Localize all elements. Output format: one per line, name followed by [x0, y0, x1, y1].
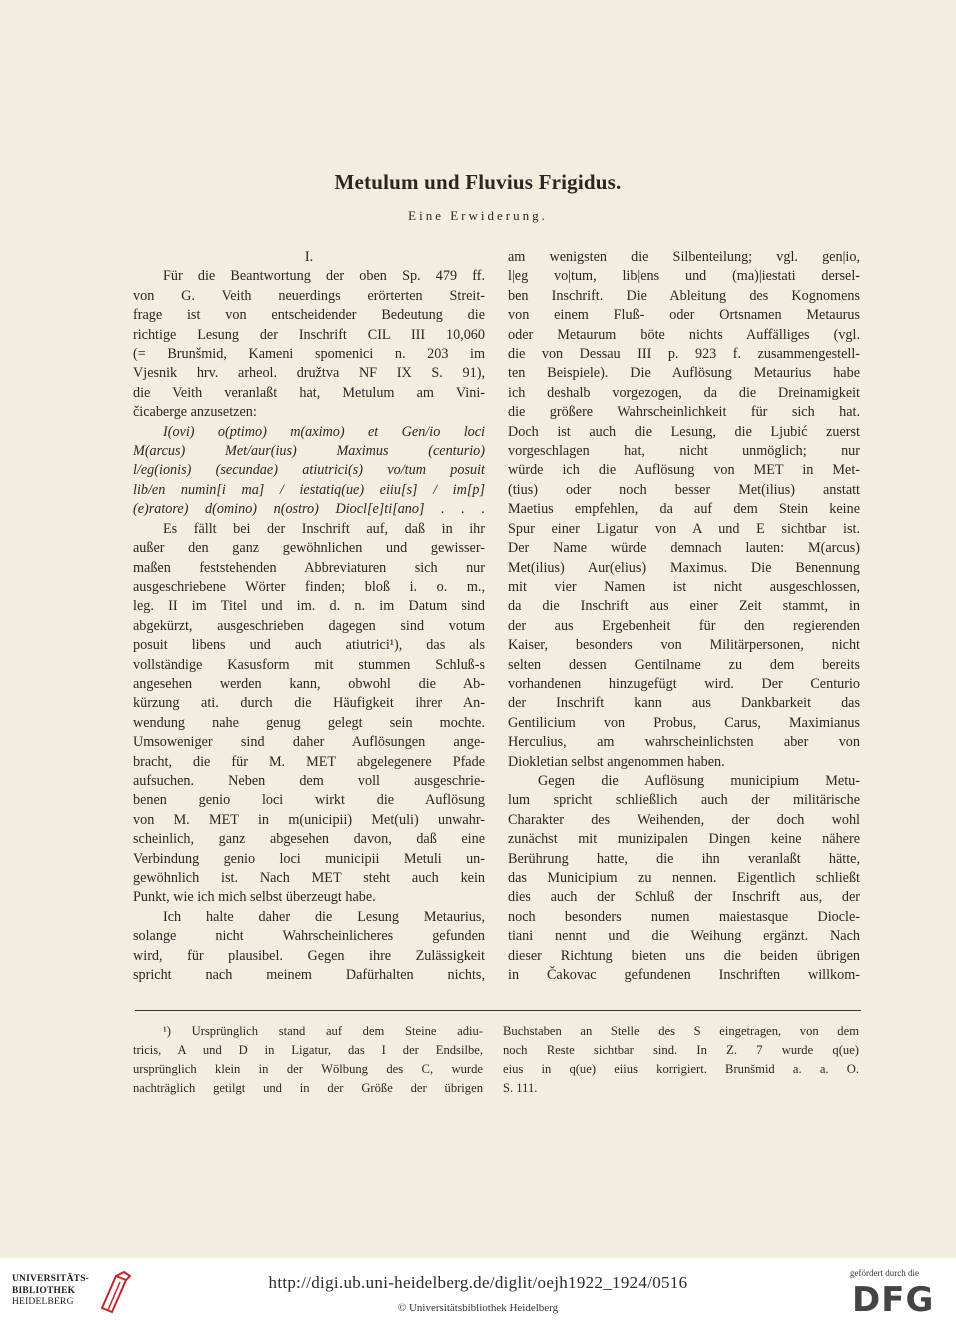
text-line: oder Metaurum böte nichts Auffälliges (vgl.	[508, 326, 860, 343]
text-line: tiani nennt und die Weihung ergänzt. Nach	[508, 928, 860, 945]
text-line: angesehen werden kann, obwohl die Ab-	[133, 675, 485, 692]
text-line: Gentilicium von Probus, Carus, Maximianus	[508, 714, 860, 731]
right-column	[508, 248, 860, 985]
text-line: I(ovi) o(ptimo) m(aximo) et Gen/io loci	[163, 423, 485, 440]
text-line: außer den ganz gewöhnlichen und gewisser-	[133, 540, 485, 557]
text-line: frage ist von entscheidender Bedeutung die	[133, 307, 485, 324]
text-line: richtige Lesung der Inschrift CIL III 10,060	[133, 326, 485, 343]
text-line: lib/en numin[i ma] / iestatiq(ue) eiiu[s] / im[p]	[133, 481, 485, 498]
text-line: gewöhnlich ist. Nach MET steht auch kein	[133, 870, 485, 886]
text-line: Buchstaben an Stelle des S eingetragen, von dem	[503, 1024, 859, 1038]
text-line: selten dessen Gentilname zu dem bereits	[508, 656, 860, 673]
text-line: die Veith veranlaßt hat, Metulum am Vini-	[133, 384, 485, 401]
text-line: maßen feststehenden Abbreviaturen sich nur	[133, 559, 485, 576]
right-paragraph-1	[508, 248, 860, 772]
section-number: I.	[304, 249, 314, 265]
footnote-rule	[135, 1010, 861, 1011]
text-line: posuit libens und auch atiutrici¹), das als	[133, 637, 485, 654]
text-line: am wenigsten die Silbenteilung; vgl. gen|io,	[508, 249, 860, 265]
text-line: der Inschrift kann aus Dankbarkeit das	[508, 695, 860, 712]
text-line: von einem Fluß- oder Ortsnamen Metaurus	[508, 307, 860, 324]
text-line: Für die Beantwortung der oben Sp. 479 ff.	[163, 268, 485, 285]
text-line: ich deshalb vorgezogen, da die Dreinamigkeit	[508, 384, 860, 401]
text-line: Ich halte daher die Lesung Metaurius,	[163, 908, 485, 925]
text-line: dies auch der Schluß der Inschrift aus, der	[508, 889, 860, 906]
text-line: lum spricht schließlich auch der militärische	[508, 792, 860, 809]
text-line: Spur einer Ligatur von A und E sichtbar ist.	[508, 520, 860, 537]
text-line: vorgeschlagen hat, nicht unmöglich; nur	[508, 443, 860, 460]
text-line: Verbindung genio loci municipii Metuli un-	[133, 850, 485, 867]
footnote-right	[503, 1022, 859, 1098]
text-line: Umsoweniger sind daher Auflösungen ange-	[133, 734, 485, 751]
text-line: mit vier Namen ist nicht ausgeschlossen,	[508, 578, 860, 595]
text-line: Vjesnik hrv. arheol. družtva NF IX S. 91),	[133, 365, 485, 382]
text-line: Maetius empfehlen, da auf dem Stein keine	[508, 501, 860, 518]
text-line: wendung nahe genug gelegt sein mochte.	[133, 714, 485, 731]
text-line: ausgeschriebene Wörter finden; bloß i. o. m.,	[133, 578, 485, 595]
footnote-left	[133, 1022, 483, 1098]
text-line: Punkt, wie ich mich selbst überzeugt habe.	[133, 889, 376, 906]
text-line: tricis, A und D in Ligatur, das I der Endsilbe,	[133, 1043, 483, 1057]
left-column	[133, 248, 485, 985]
left-paragraph-2	[133, 520, 485, 908]
text-line: von G. Veith neuerdings erörterten Streit-	[133, 287, 485, 304]
text-line: ten Beispiele). Die Auflösung Metaurius habe	[508, 365, 860, 382]
text-line: wird, für plausibel. Gegen ihre Zulässigkeit	[133, 947, 485, 964]
funding-caption: gefördert durch die	[850, 1268, 919, 1278]
text-line: l/eg(ionis) (secundae) atiutrici(s) vo/tum posuit	[133, 462, 485, 479]
text-line: eius in q(ue) eiius korrigiert. Brunšmid a. a. O.	[503, 1062, 859, 1076]
text-line: (= Brunšmid, Kameni spomenici n. 203 im	[133, 346, 485, 363]
text-line: Charakter des Weihenden, der doch wohl	[508, 811, 860, 828]
article-title: Metulum und Fluvius Frigidus.	[334, 170, 622, 194]
text-line: aufsuchen. Neben dem voll ausgeschrie-	[133, 772, 485, 789]
text-line: M(arcus) Met/aur(ius) Maximus (centurio)	[133, 443, 485, 460]
text-line: S. 111.	[503, 1081, 538, 1095]
text-line: ben Inschrift. Die Ableitung des Kognomens	[508, 287, 860, 304]
text-line: (e)ratore) d(omino) n(ostro) Diocl[e]ti[ano] . . .	[133, 501, 485, 518]
text-line: čicaberge anzusetzen:	[133, 404, 257, 421]
text-line: kürzung ati. durch die Häufigkeit ihrer An-	[133, 695, 485, 712]
library-line-2: BIBLIOTHEK	[12, 1285, 76, 1296]
text-line: ursprünglich klein in der Wölbung des C, wurde	[133, 1062, 483, 1076]
viewer-footer	[0, 1258, 956, 1328]
text-line: leg. II im Titel und im. d. n. im Datum sind	[133, 598, 485, 615]
text-line: scheinlich, ganz abgesehen davon, daß eine	[133, 831, 485, 848]
text-line: der aus Ergebenheit für den regierenden	[508, 617, 860, 634]
permalink-url[interactable]: http://digi.ub.uni-heidelberg.de/diglit/oejh1922_1924/0516	[268, 1273, 688, 1292]
library-line-1: UNIVERSITÄTS-	[12, 1274, 90, 1284]
text-line: Met(ilius) Aur(elius) Maximus. Die Benennung	[508, 559, 860, 576]
text-line: noch Reste sichtbar sind. In Z. 7 wurde q(ue)	[503, 1043, 859, 1057]
text-line: Herculius, am wahrscheinlichsten aber von	[508, 734, 860, 751]
text-line: abgekürzt, ausgeschrieben dagegen sind votum	[133, 617, 485, 634]
text-line: benen genio loci wirkt die Auflösung	[133, 792, 485, 809]
text-line: dieser Richtung bieten uns die beiden übrigen	[508, 947, 860, 964]
text-line: ¹) Ursprünglich stand auf dem Steine adiu-	[163, 1024, 483, 1038]
article-subtitle: Eine Erwiderung.	[408, 208, 548, 223]
text-line: l|eg vo|tum, lib|ens und (ma)|iestati dersel-	[508, 268, 860, 285]
text-line: die größere Wahrscheinlichkeit für sich hat.	[508, 404, 860, 421]
text-line: von M. MET in m(unicipii) Met(uli) unwahr-	[133, 811, 485, 828]
text-line: Doch ist auch die Lesung, die Ljubić zuerst	[508, 423, 860, 440]
text-line: Es fällt bei der Inschrift auf, daß in ihr	[163, 520, 485, 537]
left-paragraph-1	[133, 267, 485, 422]
text-line: zunächst mit munizipalen Dingen keine nähere	[508, 831, 860, 848]
text-line: würde ich die Auflösung von MET in Met-	[508, 462, 860, 479]
text-line: bracht, die für M. MET abgelegenere Pfade	[133, 753, 485, 770]
text-line: nachträglich getilgt und in der Größe der übrigen	[133, 1081, 483, 1095]
text-line: Kaiser, besonders von Militärpersonen, nicht	[508, 637, 860, 654]
text-line: spricht nach meinem Dafürhalten nichts,	[133, 967, 485, 984]
right-paragraph-2	[508, 772, 860, 985]
text-line: Diokletian selbst angenommen haben.	[508, 753, 725, 770]
inscription-text	[133, 423, 485, 520]
text-line: vorhandenen hinzugefügt wird. Der Centurio	[508, 675, 860, 692]
text-line: Gegen die Auflösung municipium Metu-	[538, 772, 860, 789]
copyright-notice: © Universitätsbibliothek Heidelberg	[397, 1302, 559, 1314]
text-line: noch besonders numen maiestasque Diocle-	[508, 908, 860, 925]
text-line: das Municipium zu nennen. Eigentlich schließt	[508, 870, 860, 886]
text-line: solange nicht Wahrscheinlicheres gefunden	[133, 928, 485, 945]
left-paragraph-3	[133, 908, 485, 986]
dfg-logo[interactable]: DFG	[852, 1280, 935, 1320]
text-line: die von Dessau III p. 923 f. zusammengestell-	[508, 346, 860, 363]
text-line: vollständige Kasusform mit stummen Schluß-s	[133, 656, 485, 673]
text-line: Der Name würde demnach lauten: M(arcus)	[508, 540, 860, 557]
library-line-3: HEIDELBERG	[12, 1297, 74, 1307]
text-line: in Čakovac gefundenen Inschriften willkom-	[508, 967, 860, 984]
text-line: (tius) oder noch besser Met(ilius) anstatt	[508, 481, 860, 498]
text-line: da die Inschrift aus einer Zeit stammt, in	[508, 598, 860, 615]
text-line: Berührung hatte, die ihn veranlaßt hätte,	[508, 850, 860, 867]
